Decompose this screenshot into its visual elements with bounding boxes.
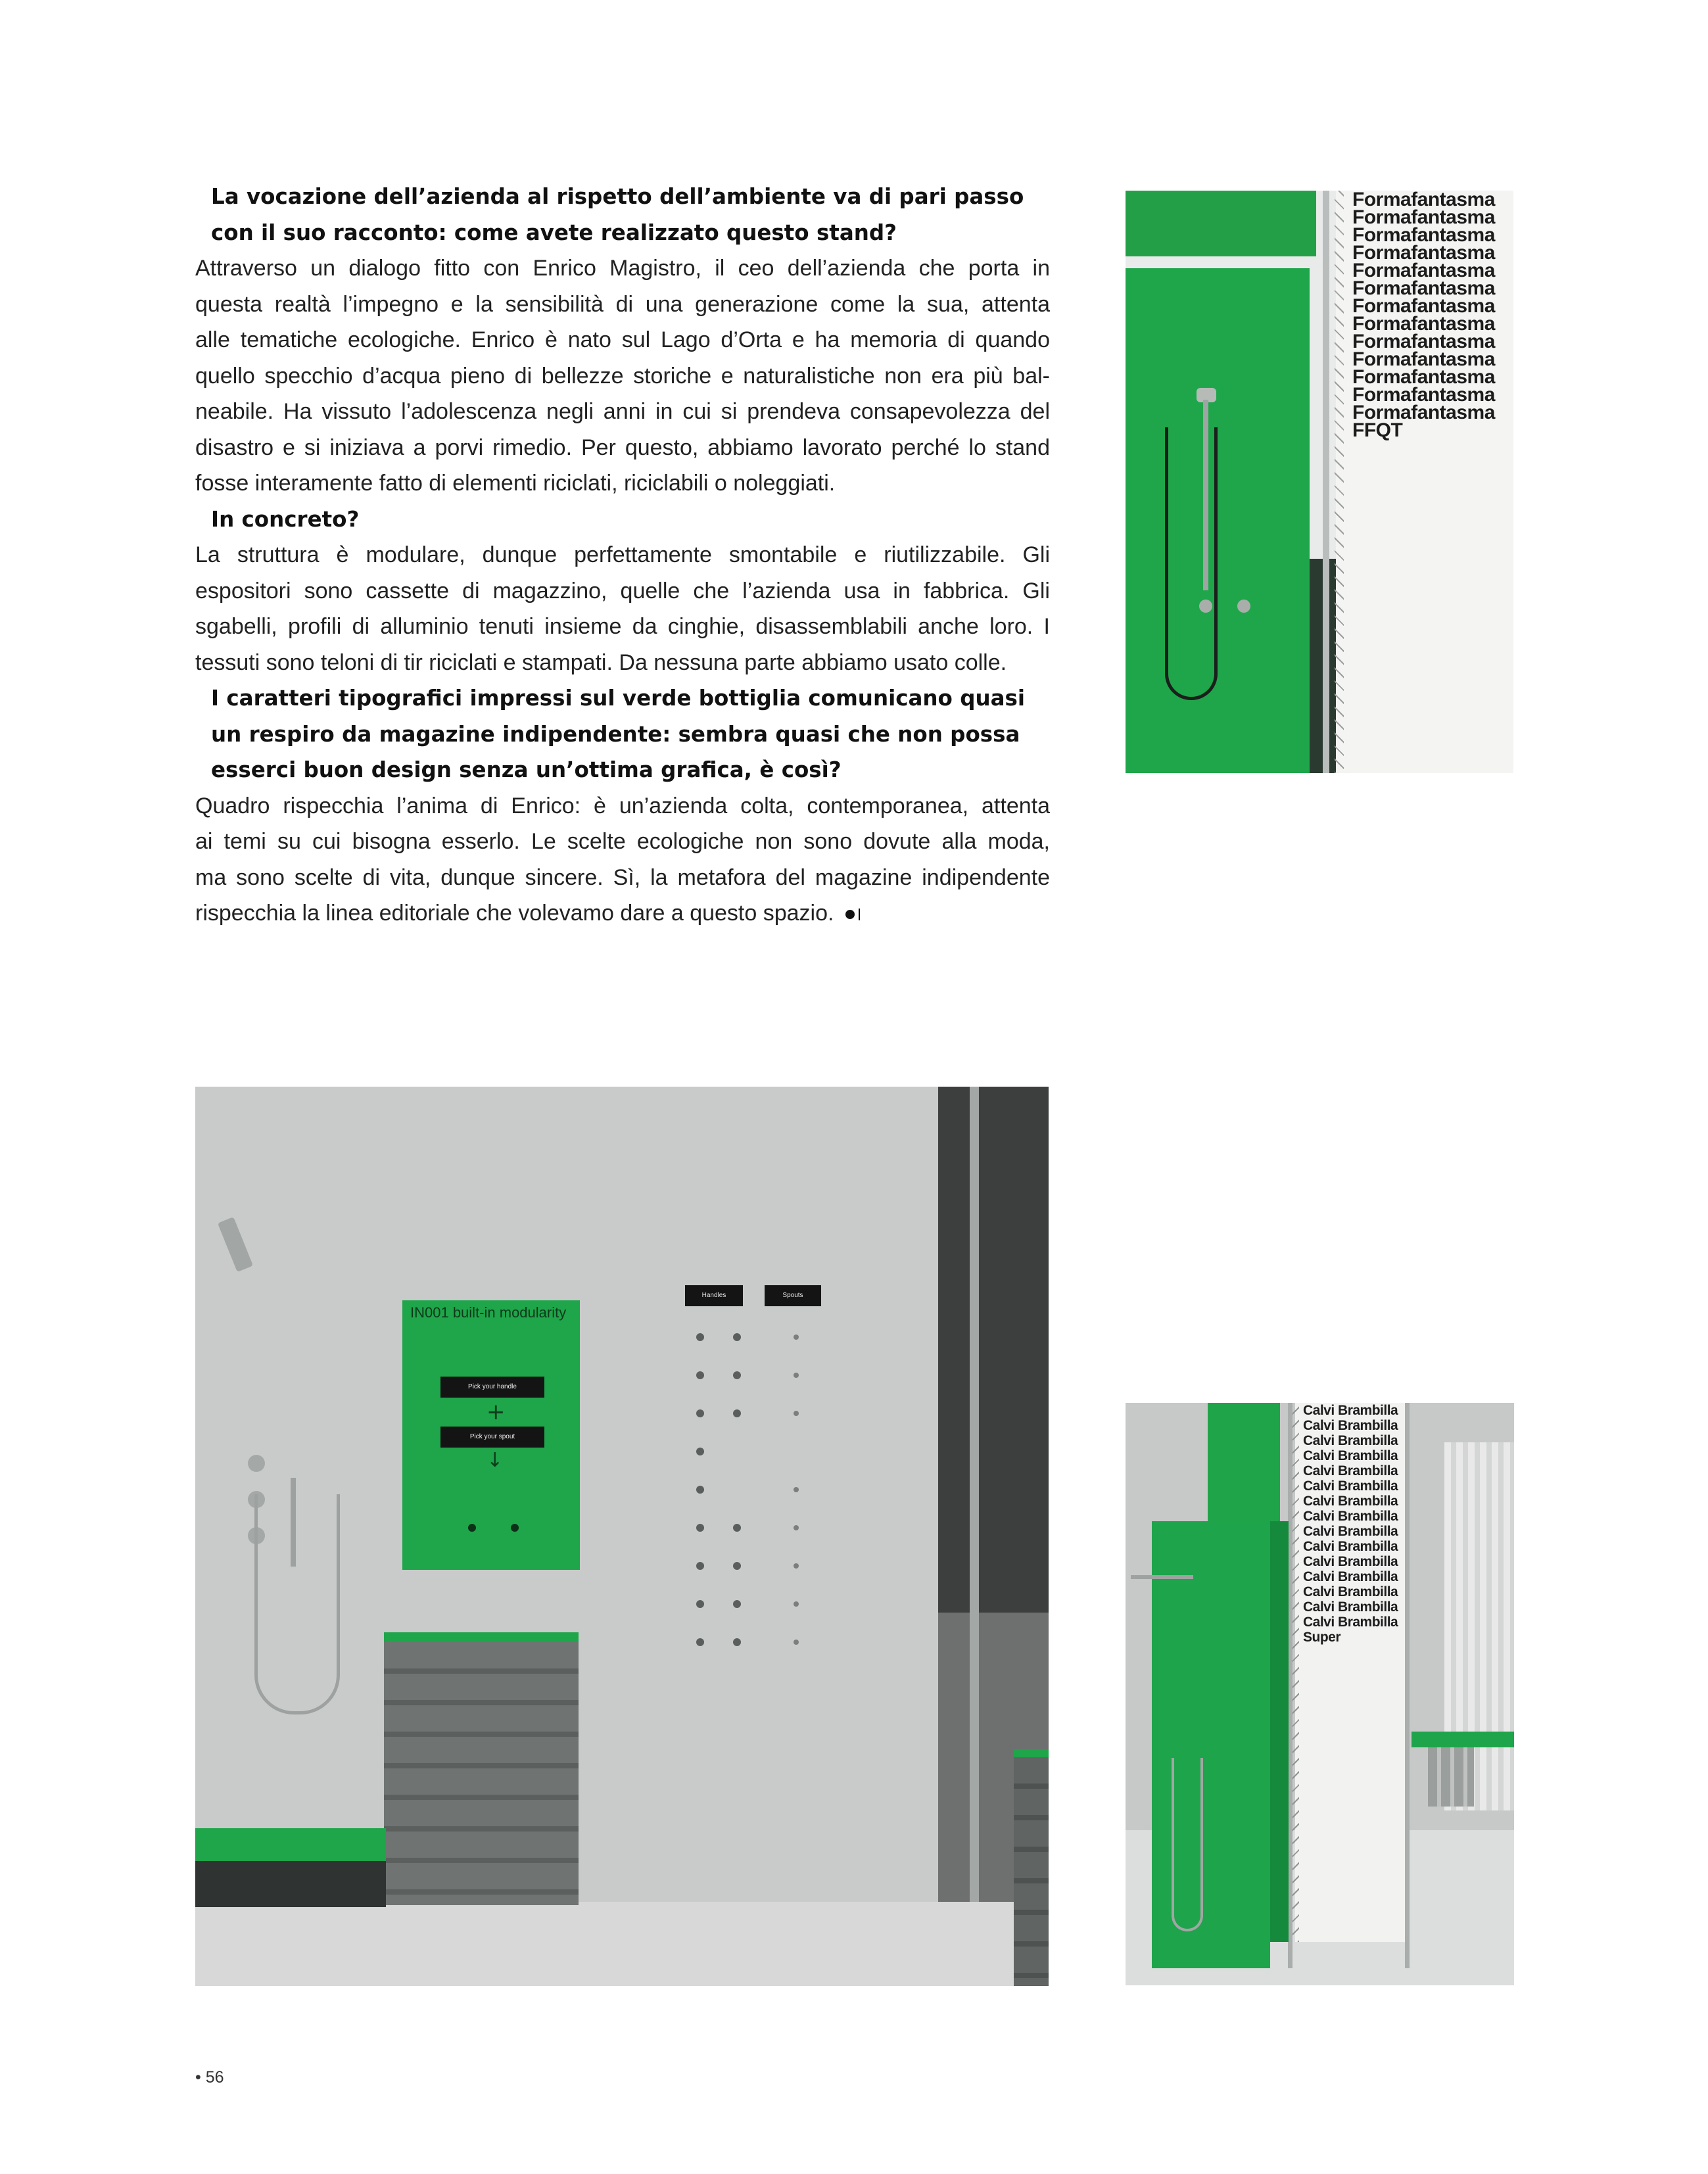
answer-2 xyxy=(195,537,1050,680)
aluminium-rod xyxy=(970,1087,979,1902)
green-backdrop xyxy=(1208,1403,1280,1534)
handle-hole xyxy=(696,1409,704,1417)
spout-hole xyxy=(794,1487,799,1492)
answer-1-line: disastro e si iniziava a porvi rimedio. Per questo, abbiamo lavorato perché lo stand xyxy=(195,435,1050,460)
banner-word: Formafantasma xyxy=(1352,206,1495,228)
answer-3 xyxy=(195,788,1050,932)
answer-1-line: questa realtà l’impegno e la sensibilità di una generazione come la sua, attenta xyxy=(195,291,1050,317)
banner-word: Super xyxy=(1303,1630,1341,1645)
answer-2-line: sgabelli, profili di alluminio tenuti insieme da cinghie, disassemblabili anche loro. I xyxy=(195,614,1050,639)
banner-word: Formafantasma xyxy=(1352,384,1495,406)
banner-word: FFQT xyxy=(1352,419,1403,441)
answer-1 xyxy=(195,250,1050,502)
green-column-side xyxy=(1270,1521,1289,1942)
banner-word: Formafantasma xyxy=(1352,242,1495,264)
banner-word: Calvi Brambilla xyxy=(1303,1509,1398,1524)
shower-hose xyxy=(254,1494,340,1714)
question-1 xyxy=(195,179,1050,250)
answer-2-line: tessuti sono teloni di tir riciclati e stampati. Da nessuna parte abbiamo usato colle. xyxy=(195,650,1007,675)
page-number: • 56 xyxy=(195,2068,224,2087)
banner-word: Calvi Brambilla xyxy=(1303,1403,1398,1418)
crate-stack xyxy=(384,1642,579,1905)
handle-hole xyxy=(733,1562,741,1570)
end-of-article-bar-icon xyxy=(859,909,860,920)
answer-2-line: La struttura è modulare, dunque perfettamente smontabile e riutilizzabile. Gli xyxy=(195,542,1050,567)
bench-base xyxy=(195,1861,386,1907)
handle-hole xyxy=(696,1600,704,1608)
article-column xyxy=(195,179,1050,932)
aluminium-pole xyxy=(1405,1403,1410,1968)
banner-word: Formafantasma xyxy=(1352,191,1495,210)
spout-hole xyxy=(794,1525,799,1530)
shower-hose xyxy=(1172,1758,1203,1931)
banner-word: Calvi Brambilla xyxy=(1303,1418,1398,1433)
valve-knob xyxy=(1237,600,1250,613)
answer-1-line: quello specchio d’acqua pieno di bellezze storiche e naturalistiche non era più bal- xyxy=(195,363,1050,389)
banner-word: Calvi Brambilla xyxy=(1303,1433,1398,1448)
banner-word: Calvi Brambilla xyxy=(1303,1524,1398,1539)
banner-word: Calvi Brambilla xyxy=(1303,1569,1398,1584)
pick-handle-label: Pick your handle xyxy=(440,1377,544,1398)
aluminium-pole xyxy=(1288,1403,1293,1968)
banner-word: Formafantasma xyxy=(1352,348,1495,370)
handle-hole xyxy=(696,1524,704,1532)
handle-hole xyxy=(696,1562,704,1570)
shower-hose xyxy=(1165,427,1218,700)
photo-modular-shower-wall xyxy=(195,1087,1049,1986)
plus-icon: + xyxy=(486,1399,506,1425)
banner-word: Calvi Brambilla xyxy=(1303,1478,1398,1494)
answer-2-line: espositori sono cassette di magazzino, quelle che l’azienda usa in fabbrica. Gli xyxy=(195,578,1050,603)
photo-green-column-calvi-brambilla xyxy=(1126,1403,1514,1985)
banner-word: Calvi Brambilla xyxy=(1303,1539,1398,1554)
green-panel xyxy=(1126,268,1310,773)
question-2-line: In concreto? xyxy=(211,506,360,532)
banner-word: Formafantasma xyxy=(1352,313,1495,335)
banner-word: Formafantasma xyxy=(1352,295,1495,317)
banner-lacing xyxy=(1335,191,1344,773)
question-3-line: un respiro da magazine indipendente: sembra quasi che non possa xyxy=(211,721,1020,747)
question-1-line: La vocazione dell’azienda al rispetto dell’ambiente va di pari passo xyxy=(211,184,1024,209)
spout-hole xyxy=(794,1373,799,1378)
spouts-tag: Spouts xyxy=(765,1285,821,1306)
answer-3-line: ma sono scelte di vita, dunque sincere. Sì, la metafora del magazine indipendente xyxy=(195,864,1050,890)
aluminium-pole xyxy=(1323,191,1329,773)
spout-hole xyxy=(794,1563,799,1569)
handle-hole xyxy=(696,1448,704,1455)
handle-hole xyxy=(696,1638,704,1646)
handles-tag: Handles xyxy=(685,1285,743,1306)
answer-1-line: fosse interamente fatto di elementi riciclati, riciclabili o noleggiati. xyxy=(195,471,836,496)
answer-3-line: ai temi su cui bisogna esserlo. Le scelte ecologiche non sono dovute alla moda, xyxy=(195,829,1050,854)
end-of-article-dot-icon xyxy=(845,910,855,919)
answer-1-line: Attraverso un dialogo fitto con Enrico Magistro, il ceo dell’azienda che porta in xyxy=(195,256,1050,281)
handle-hole xyxy=(733,1333,741,1341)
spout-hole xyxy=(794,1640,799,1645)
banner-word: Calvi Brambilla xyxy=(1303,1615,1398,1630)
floor xyxy=(195,1902,1049,1986)
green-column xyxy=(1152,1521,1270,1968)
sign-hole xyxy=(468,1524,476,1532)
banner-word: Formafantasma xyxy=(1352,402,1495,423)
green-bench-top xyxy=(195,1828,386,1861)
crate-stack xyxy=(1014,1757,1049,1986)
arrow-down-icon: ↓ xyxy=(486,1449,504,1472)
answer-3-last-line xyxy=(195,895,1050,932)
pick-spout-label: Pick your spout xyxy=(440,1427,544,1448)
spout-hole xyxy=(794,1411,799,1416)
answer-3-line: rispecchia la linea editoriale che volevamo dare a questo spazio. xyxy=(195,901,834,926)
question-3-line: I caratteri tipografici impressi sul verde bottiglia comunicano quasi xyxy=(211,686,1026,711)
banner-word: Calvi Brambilla xyxy=(1303,1584,1398,1599)
sign-title: IN001 built-in modularity xyxy=(410,1304,567,1321)
question-3-line: esserci buon design senza un’ottima grafica, è così? xyxy=(211,757,842,782)
green-sign xyxy=(402,1300,580,1570)
stool xyxy=(1428,1747,1474,1807)
banner-word: Calvi Brambilla xyxy=(1303,1599,1398,1615)
handle-hole xyxy=(696,1333,704,1341)
banner-word: Calvi Brambilla xyxy=(1303,1463,1398,1478)
handle-hole xyxy=(733,1409,741,1417)
handle-hole xyxy=(733,1638,741,1646)
green-table-top xyxy=(1411,1732,1514,1747)
handle-hole xyxy=(696,1371,704,1379)
banner-word: Formafantasma xyxy=(1352,224,1495,246)
answer-1-line: alle tematiche ecologiche. Enrico è nato sul Lago d’Orta e ha memoria di quando xyxy=(195,327,1050,352)
banner-word: Formafantasma xyxy=(1352,331,1495,352)
photo-green-wall-formafantasma xyxy=(1126,191,1513,773)
handle-hole xyxy=(696,1486,704,1494)
answer-3-line: Quadro rispecchia l’anima di Enrico: è un’azienda colta, contemporanea, attenta xyxy=(195,793,1050,818)
banner-text xyxy=(1352,191,1513,439)
banner-text xyxy=(1303,1403,1402,1645)
banner-word: Formafantasma xyxy=(1352,277,1495,299)
banner-word: Formafantasma xyxy=(1352,260,1495,281)
sign-hole xyxy=(511,1524,519,1532)
handle-hole xyxy=(733,1371,741,1379)
question-1-line: con il suo racconto: come avete realizzato questo stand? xyxy=(211,220,897,245)
spout-hole xyxy=(794,1335,799,1340)
handle-hole xyxy=(733,1524,741,1532)
shower-arm xyxy=(1131,1575,1193,1579)
banner-word: Calvi Brambilla xyxy=(1303,1554,1398,1569)
green-backdrop xyxy=(1126,191,1316,256)
banner-word: Formafantasma xyxy=(1352,366,1495,388)
valve-knob xyxy=(248,1455,265,1472)
banner-word: Calvi Brambilla xyxy=(1303,1494,1398,1509)
question-2 xyxy=(195,502,1050,538)
spout-hole xyxy=(794,1601,799,1607)
valve-knob xyxy=(1199,600,1212,613)
question-3 xyxy=(195,680,1050,788)
handle-hole xyxy=(733,1600,741,1608)
answer-1-line: neabile. Ha vissuto l’adolescenza negli anni in cui si prendeva consapevolezza del xyxy=(195,399,1050,424)
banner-word: Calvi Brambilla xyxy=(1303,1448,1398,1463)
